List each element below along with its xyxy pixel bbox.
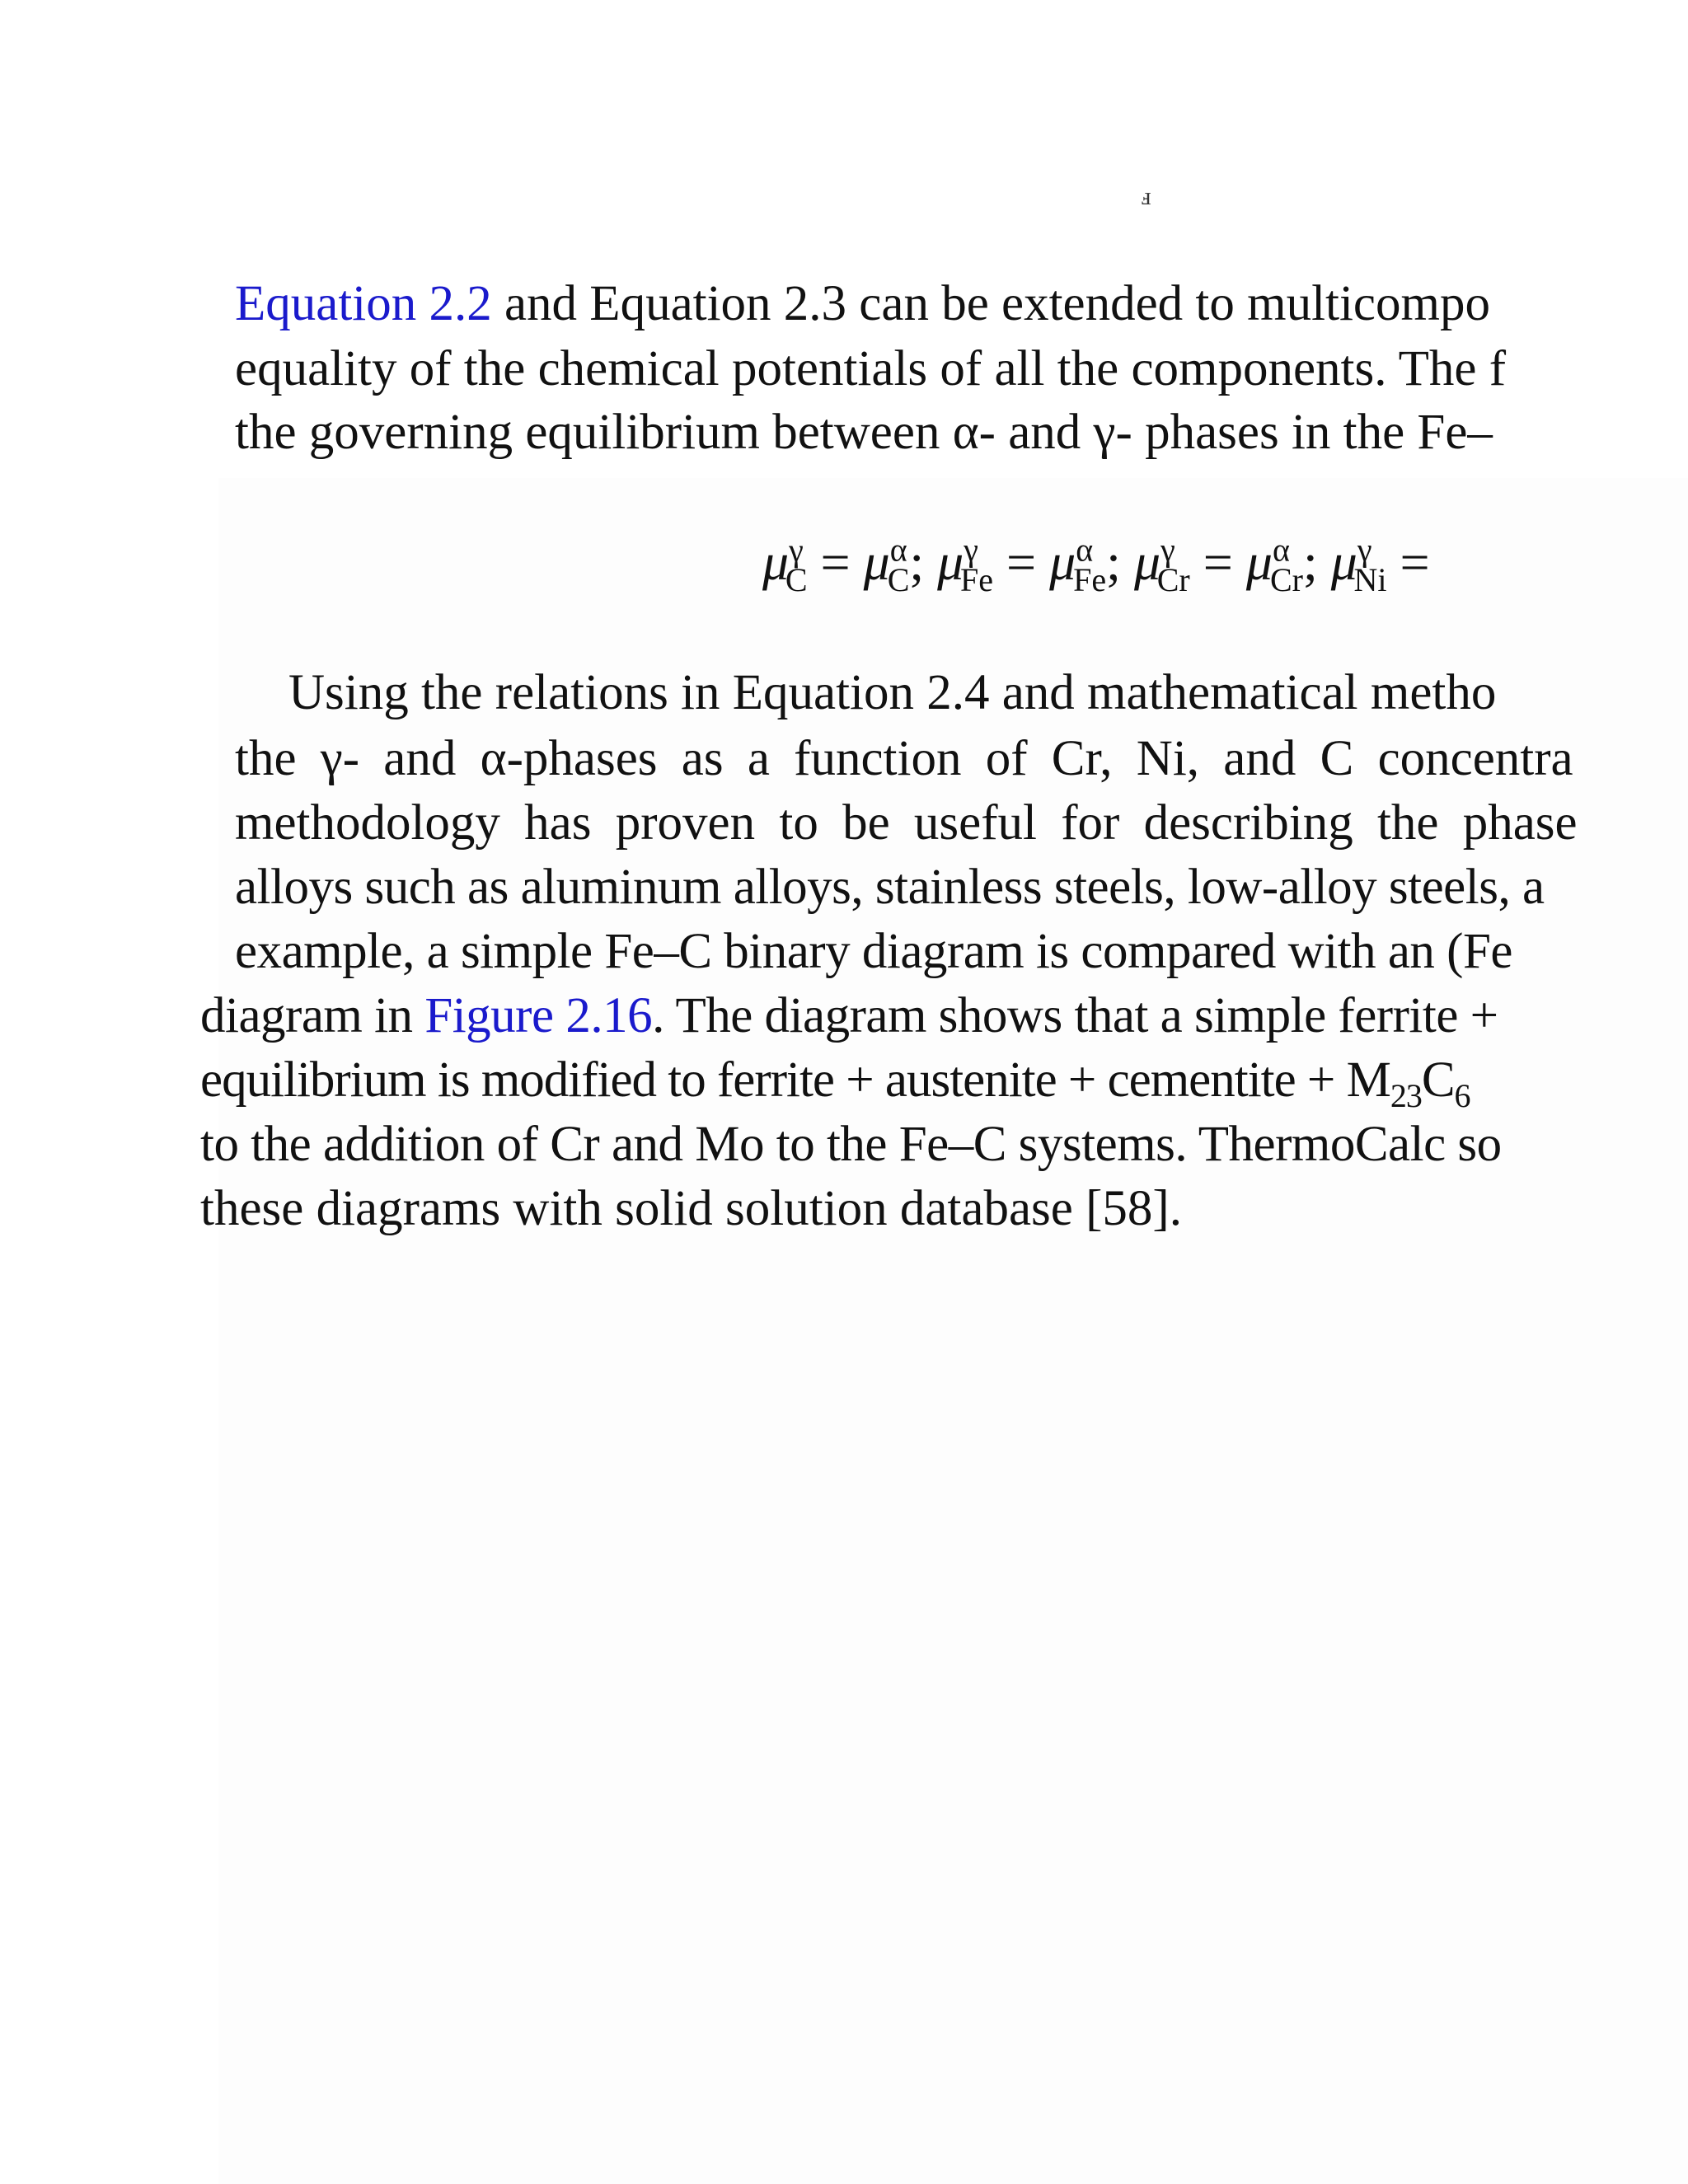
paragraph2-line9: these diagrams with solid solution database [58]. (200, 1181, 1182, 1236)
eq-mu-c-gamma: $\mu^\gamma_C$ (762, 532, 808, 599)
eq-mu-cr-gamma: $\mu^\gamma_{Cr}$ (1133, 532, 1190, 599)
paragraph2-line7: equilibrium is modified to ferrite + austenite + cementite + $M_{23}C_6$ (200, 1052, 1470, 1115)
header-artifact: ⅎ (1141, 183, 1151, 210)
paragraph2-line6: diagram in Figure 2.16. The diagram shows that a simple ferrite + (200, 988, 1498, 1043)
figure-2-16-link[interactable]: Figure 2.16 (424, 988, 653, 1043)
paragraph1-line1 (235, 276, 1490, 331)
paragraph1-line3: the governing equilibrium between α- and γ- phases in the Fe– (235, 405, 1493, 460)
paragraph2-line1: Using the relations in Equation 2.4 and mathematical metho (288, 665, 1497, 720)
eq-mu-ni-gamma: $\mu^\gamma_{Ni}$ (1330, 532, 1387, 599)
paragraph1-line2: equality of the chemical potentials of all the components. The f (235, 341, 1507, 396)
eq-mu-fe-gamma: $\mu^\gamma_{Fe}$ (937, 532, 993, 599)
paragraph2-line2: the γ- and α-phases as a function of Cr, Ni, and C concentra (235, 731, 1573, 786)
equation-2-2-link[interactable]: Equation 2.2 (235, 276, 492, 331)
eq-mu-c-alpha: $\mu^\alpha_C$ (863, 532, 910, 599)
equation-2-4: $\mu^\gamma_C = \mu^\alpha_C$; $\mu^\gamma_{Fe} = \mu^\alpha_{Fe}$; $\mu^\gamma_{Cr} = \mu^\alpha_{Cr}$; $\mu^\gamma_{Ni}$ = (762, 532, 1430, 599)
eq-mu-cr-alpha: $\mu^\alpha_{Cr}$ (1245, 532, 1303, 599)
paragraph1-line1-text: and Equation 2.3 can be extended to multicompo (491, 276, 1490, 331)
paragraph2-line3: methodology has proven to be useful for describing the phase (235, 795, 1578, 851)
paragraph2-line4: alloys such as aluminum alloys, stainless steels, low-alloy steels, a (235, 860, 1545, 915)
paragraph2-line8: to the addition of Cr and Mo to the Fe–C systems. ThermoCalc so (200, 1117, 1502, 1172)
paragraph2-line5: example, a simple Fe–C binary diagram is compared with an (Fe (235, 924, 1512, 979)
eq-mu-fe-alpha: $\mu^\alpha_{Fe}$ (1049, 532, 1107, 599)
